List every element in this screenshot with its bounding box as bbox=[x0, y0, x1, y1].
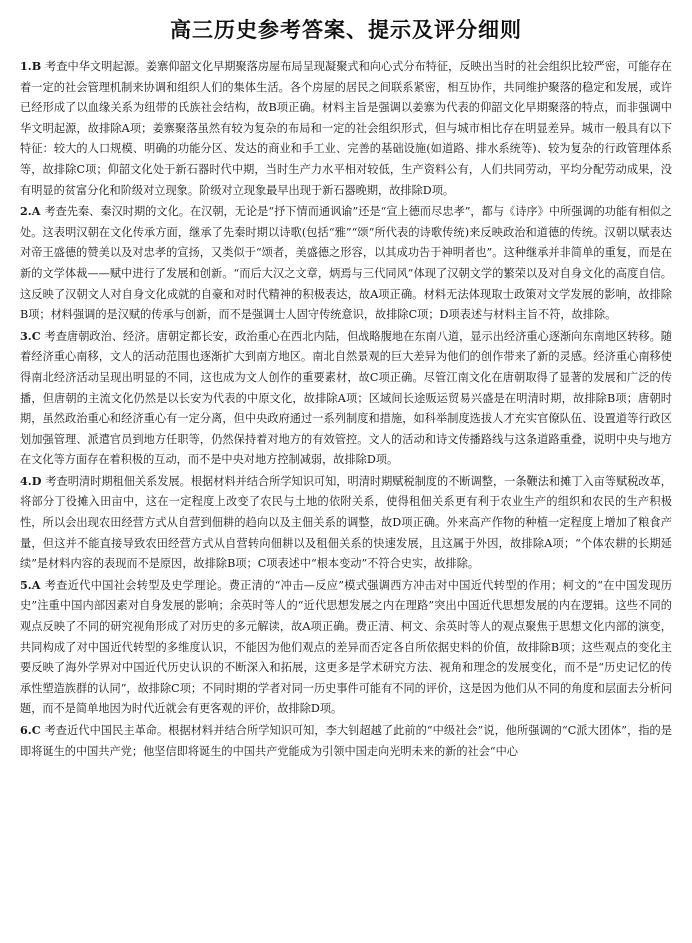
item-number: 6. bbox=[20, 723, 32, 737]
item-explanation: 考查先秦、秦汉时期的文化。在汉朝，无论是“抒下情而通讽谕”还是“宣上德而尽忠孝”，都与《诗序》中所强调的功能有相似之处。这表明汉朝在文化传承方面，继承了先秦时期以诗歌(包括“雅”“颂”所代表的诗歌传统)来反映政治和道德的传统。汉朝以赋表达对帝王盛德的赞美以及对忠孝的宣扬，又类似于“颂者，美盛德之形容，以其成功告于神明者也”。这种继承并非简单的重复，而是在新的文学体裁——赋中进行了发展和创新。“而后大汉之文章，炳焉与三代同风”体现了汉朝文学的繁荣以及对自身文化的高度自信。这反映了汉朝文人对自身文化成就的自豪和对时代精神的积极表达，故A项正确。材料无法体现取士政策对文学发展的影响，故排除B项；材料强调的是汉赋的传承与创新，而不是强调士人固守传统意识，故排除C项；D项表述与材料主旨不符，故排除。 bbox=[20, 205, 672, 322]
item-explanation: 考查近代中国民主革命。根据材料并结合所学知识可知，李大钊超越了此前的“中级社会”说，他所强调的“C派大团体”，指的是即将诞生的中国共产党；他坚信即将诞生的中国共产党能成为引领中国走向光明未来的新的社会“中心 bbox=[20, 724, 672, 758]
item-answer: B bbox=[31, 59, 42, 73]
item-answer: A bbox=[31, 577, 41, 592]
item-explanation: 考查唐朝政治、经济。唐朝定都长安，政治重心在西北内陆，但战略腹地在东南八道，显示出经济重心逐渐向东南地区转移。随着经济重心南移，文人的活动范围也逐渐扩大到南方地区。南北自然景观的巨大差异为他们的创作带来了新的灵感。经济重心南移使得南北经济活动呈现出明显的不同，这也成为文人创作的重要素材，故C项正确。尽管江南文化在唐朝取得了显著的发展和广泛的传播，但唐朝的主流文化仍然是以长安为代表的中原文化，故排除A项；区域间长途贩运贸易兴盛是在明清时期，故排除B项；唐朝时期，虽然政治重心和经济重心有一定分离，但中央政府通过一系列制度和措施，如科举制度选拔人才充实官僚队伍、设置道等行政区划加强管理、派遣官员到地方任职等，仍然保持着对地方的有效管控。文人的活动和诗文传播路线与这条道路重叠，说明中央与地方在文化等方面存在着积极的互动，而不是中央对地方控制减弱，故排除D项。 bbox=[20, 329, 672, 467]
answer-item bbox=[20, 56, 672, 201]
answer-item bbox=[20, 575, 672, 720]
item-explanation: 考查中华文明起源。姜寨仰韶文化早期聚落房屋布局呈现凝聚式和向心式分布特征，反映出当时的社会组织比较严密，可能存在着一定的社会管理机制来协调和组织人们的集体生活。各个房屋的居民之间联系紧密，相互协作，共同维护聚落的稳定和发展，或许已经形成了以血缘关系为纽带的氏族社会结构，故B项正确。材料主旨是强调以姜寨为代表的仰韶文化早期聚落的特点，而非强调中华文明起源，故排除A项；姜寨聚落虽然有较为复杂的布局和一定的社会组织形式，但与城市相比存在明显差异。城市一般具有以下特征：较大的人口规模、明确的功能分区、发达的商业和手工业、完善的基础设施(如道路、排水系统等)、较为复杂的行政管理体系等，故排除C项；仰韶文化处于新石器时代中期，当时生产力水平相对较低，生产资料公有，人们共同劳动，平均分配劳动成果，没有明显的贫富分化和阶级对立现象。阶级对立现象最早出现于新石器晚期，故排除D项。 bbox=[20, 60, 672, 197]
item-number: 3. bbox=[20, 328, 32, 343]
document-title: 高三历史参考答案、提示及评分细则 bbox=[170, 18, 522, 42]
item-answer: D bbox=[31, 473, 42, 488]
answer-item bbox=[20, 201, 672, 326]
answer-item bbox=[20, 471, 672, 575]
answer-items bbox=[20, 56, 672, 762]
item-answer: A bbox=[31, 204, 41, 219]
item-answer: C bbox=[31, 328, 41, 343]
answer-item bbox=[20, 720, 672, 762]
item-answer: C bbox=[31, 723, 41, 737]
item-explanation: 考查明清时期租佃关系发展。根据材料并结合所学知识可知，明清时期赋税制度的不断调整，一条鞭法和摊丁入亩等赋税改革，将部分丁役摊入田亩中，这在一定程度上改变了农民与土地的依附关系，使得租佃关系更有利于农业生产的组织和农民的生产积极性，所以会出现农田经营方式从自营到佃耕的趋向以及主佃关系的调整，故D项正确。外来高产作物的种植一定程度上增加了粮食产量，但这并不能直接导致农田经营方式从自营转向佃耕以及租佃关系的快速发展，且这属于外因，故排除A项；“个体农耕的长期延续”是材料内容的表现而不是原因，故排除B项；C项表述中“根本变动”不符合史实，故排除。 bbox=[20, 474, 672, 571]
item-number: 4. bbox=[20, 473, 32, 488]
item-number: 5. bbox=[20, 577, 32, 592]
item-number: 2. bbox=[20, 204, 32, 219]
answer-item bbox=[20, 326, 672, 471]
item-explanation: 考查近代中国社会转型及史学理论。费正清的“冲击—反应”模式强调西方冲击对中国近代转型的作用；柯文的“在中国发现历史”注重中国内部因素对自身发展的影响；余英时等人的“近代思想发展之内在理路”突出中国近代思想发展的内在逻辑。这些不同的观点反映了不同的研究视角形成了对历史的多元解读，故A项正确。费正清、柯文、余英时等人的观点聚焦于思想文化内部的演变，共同构成了对中国近代转型的多维度认识，不能因为他们观点的差异而否定各自所依据史料的价值，故排除B项；这些观点的变化主要反映了海外学界对中国近代历史认识的不断深入和拓展，这更多是学术研究方法、视角和理念的发展变化，而不是“历史记忆的传承性塑造族群的认同”，故排除C项；不同时期的学者对同一历史事件可能有不同的评价，这是因为他们从不同的角度和层面去分析问题，而不是简单地因为时代近就会有更客观的评价，故排除D项。 bbox=[20, 578, 672, 716]
item-number: 1. bbox=[20, 59, 32, 73]
